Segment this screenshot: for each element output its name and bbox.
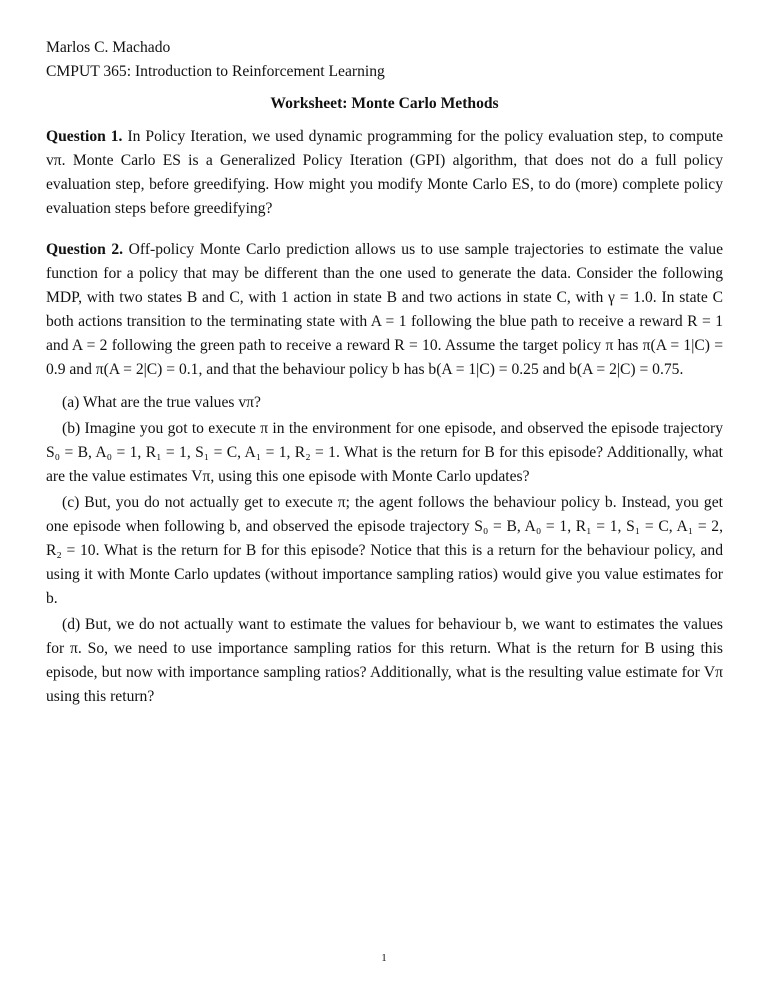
question-1-label: Question 1. [46,128,123,145]
page-number: 1 [381,952,387,964]
document-page [46,36,723,709]
question-2-part-d: (d) But, we do not actually want to estimate the values for behaviour b, we want to estimates the values for π. So, we need to use importance sampling ratios for this return. What is the return for B using this episode, but now with importance sampling ratios? Additionally, what is the resulting value estimate for Vπ using this return? [46,616,723,705]
question-2-part-b: (b) Imagine you got to execute π in the environment for one episode, and observed the episode trajectory S₀ = B, A₀ = 1, R₁ = 1, S₁ = C, A₁ = 1, R₂ = 1. What is the return for B for this episode? Additionally, what are the value estimates Vπ, using this one episode with Monte Carlo updates? [46,420,723,485]
question-2-text: Off-policy Monte Carlo prediction allows us to use sample trajectories to estimate the value function for a policy that may be different than the one used to generate the data. Consider the following MDP, with two states B and C, with 1 action in state B and two actions in state C, with γ = 1.0. In state C both actions transition to the terminating state with A = 1 following the blue path to receive a reward R = 1 and A = 2 following the green path to receive a reward R = 10. Assume the target policy π has π(A = 1|C) = 0.9 and π(A = 2|C) = 0.1, and that the behaviour policy b has b(A = 1|C) = 0.25 and b(A = 2|C) = 0.75. [46,241,723,378]
question-2 [46,238,723,382]
question-1-text: In Policy Iteration, we used dynamic programming for the policy evaluation step, to compute vπ. Monte Carlo ES is a Generalized Policy Iteration (GPI) algorithm, that does not do a full policy evaluation step, before greedifying. How might you modify Monte Carlo ES, to do (more) complete policy evaluation steps before greedifying? [46,128,723,217]
author: Marlos C. Machado [46,39,171,56]
course-title: CMPUT 365: Introduction to Reinforcement Learning [46,63,385,80]
question-1 [46,125,723,221]
worksheet-title: Worksheet: Monte Carlo Methods [270,95,499,112]
question-2-part-c: (c) But, you do not actually get to execute π; the agent follows the behaviour policy b. Instead, you get one episode when following b, and observed the episode trajectory S₀ = B, A₀ = 1, R₁ = 1, S₁ = C, A₁ = 2, R₂ = 10. What is the return for B for this episode? Notice that this is a return for the behaviour policy, and using it with Monte Carlo updates (without importance sampling ratios) would give you value estimates for b. [46,494,723,607]
question-2-part-a: (a) What are the true values vπ? [62,394,261,411]
question-2-label: Question 2. [46,241,124,258]
